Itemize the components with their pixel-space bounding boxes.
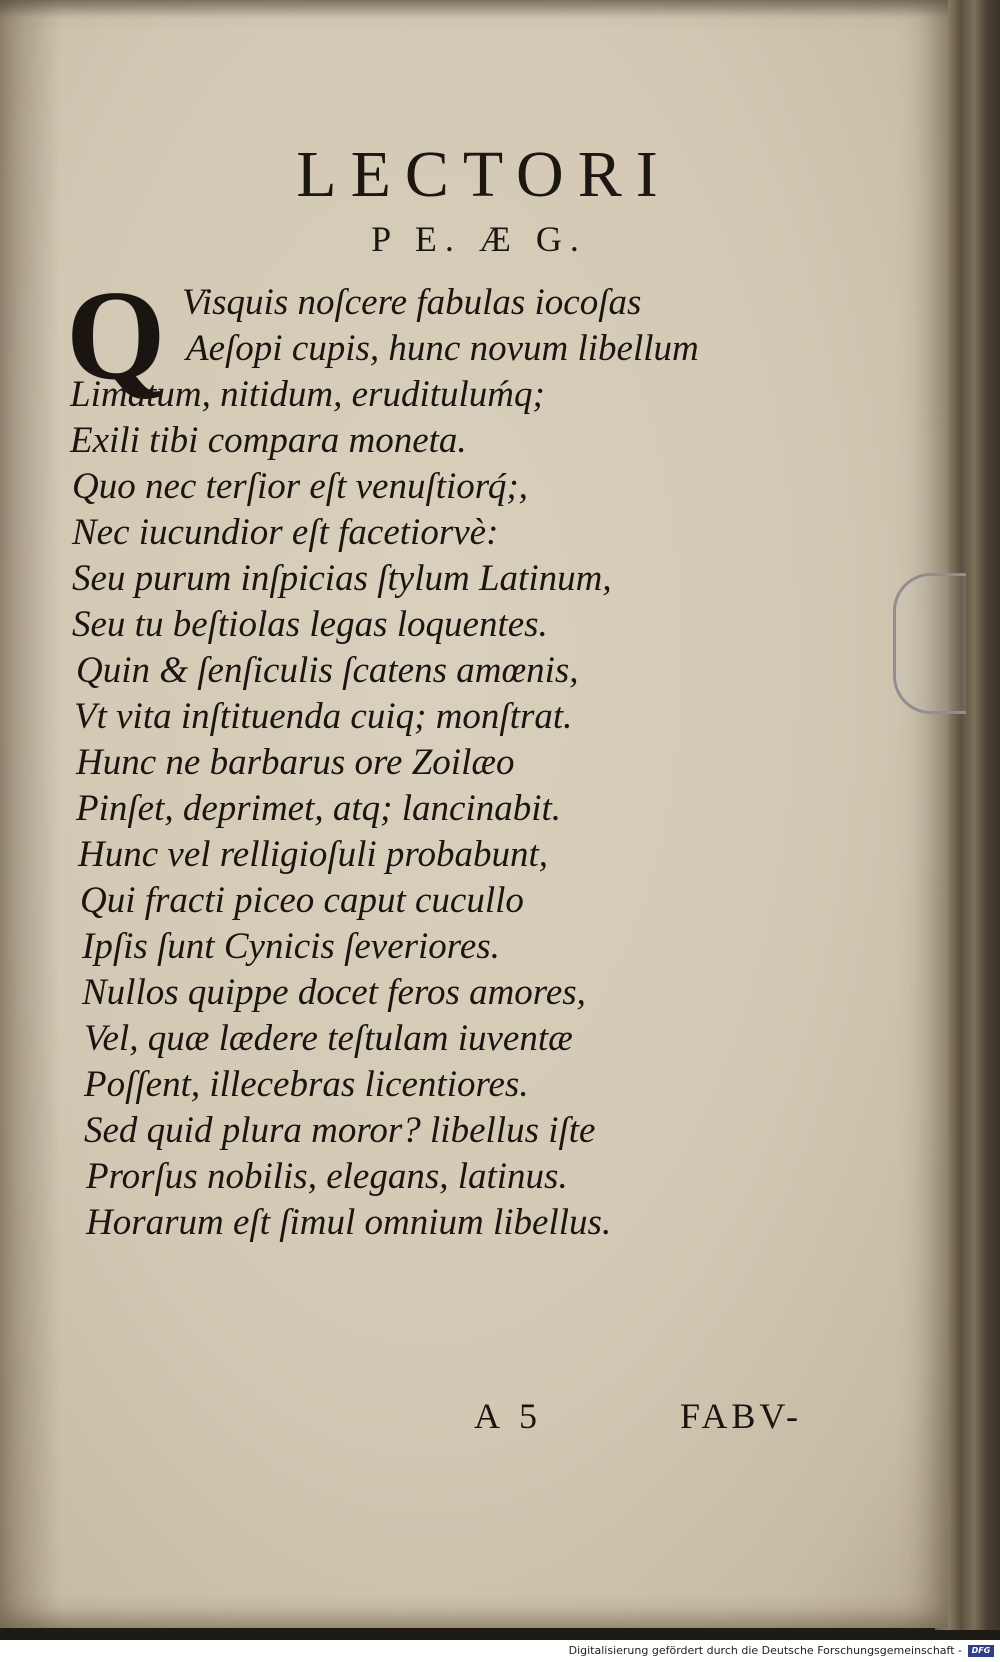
paper-clip [893,573,966,714]
verse-line: Qui fracti piceo caput cucullo [80,880,524,921]
heading-subtitle: P E. Æ G. [371,219,587,259]
verse-line: Limatum, nitidum, erudituluḿq; [70,374,545,415]
credit-text: Digitalisierung gefördert durch die Deutsche Forschungsgemeinschaft - [568,1644,962,1657]
verse-line: Vel, quæ lædere teſtulam iuventæ [84,1018,573,1059]
verse-line: Quin & ſenſiculis ſcatens amœnis, [76,650,579,691]
verse-line: Hunc vel relligioſuli probabunt, [78,834,548,875]
heading [0,140,948,264]
verse-line: Horarum eſt ſimul omnium libellus. [86,1202,612,1243]
drop-cap: Q [66,264,166,406]
verse-line: Quo nec terſior eſt venuſtiorq́;, [72,466,528,507]
verse-line: Sed quid plura moror? libellus iſte [84,1110,596,1151]
top-shadow [0,0,948,18]
verse-line: Aeſopi cupis, hunc novum libellum [186,328,699,369]
digitization-credit [0,1640,1000,1662]
verse-line: Ipſis ſunt Cynicis ſeveriores. [82,926,500,967]
verse-line: Nec iucundior eſt facetiorvè: [72,512,499,553]
verse-line: Hunc ne barbarus ore Zoilæo [76,742,515,783]
verse-line: Poſſent, illecebras licentiores. [84,1064,529,1105]
catchword: FABV- [680,1396,803,1436]
verse-line: Visquis noſcere fabulas iocoſas [182,282,642,323]
verse-line: Exili tibi compara moneta. [70,420,467,461]
verse-line: Pinſet, deprimet, atq; lancinabit. [76,788,562,829]
verse-line: Seu tu beſtiolas legas loquentes. [72,604,548,645]
dfg-logo-icon: DFG [968,1645,994,1657]
heading-title: LECTORI [296,138,672,211]
verse-line: Nullos quippe docet feros amores, [82,972,586,1013]
verse-line: Vt vita inſtituenda cuiq; monſtrat. [74,696,573,737]
signature-mark: A 5 [474,1396,544,1436]
verse-line: Prorſus nobilis, elegans, latinus. [86,1156,568,1197]
verse-line: Seu purum inſpicias ſtylum Latinum, [72,558,612,599]
